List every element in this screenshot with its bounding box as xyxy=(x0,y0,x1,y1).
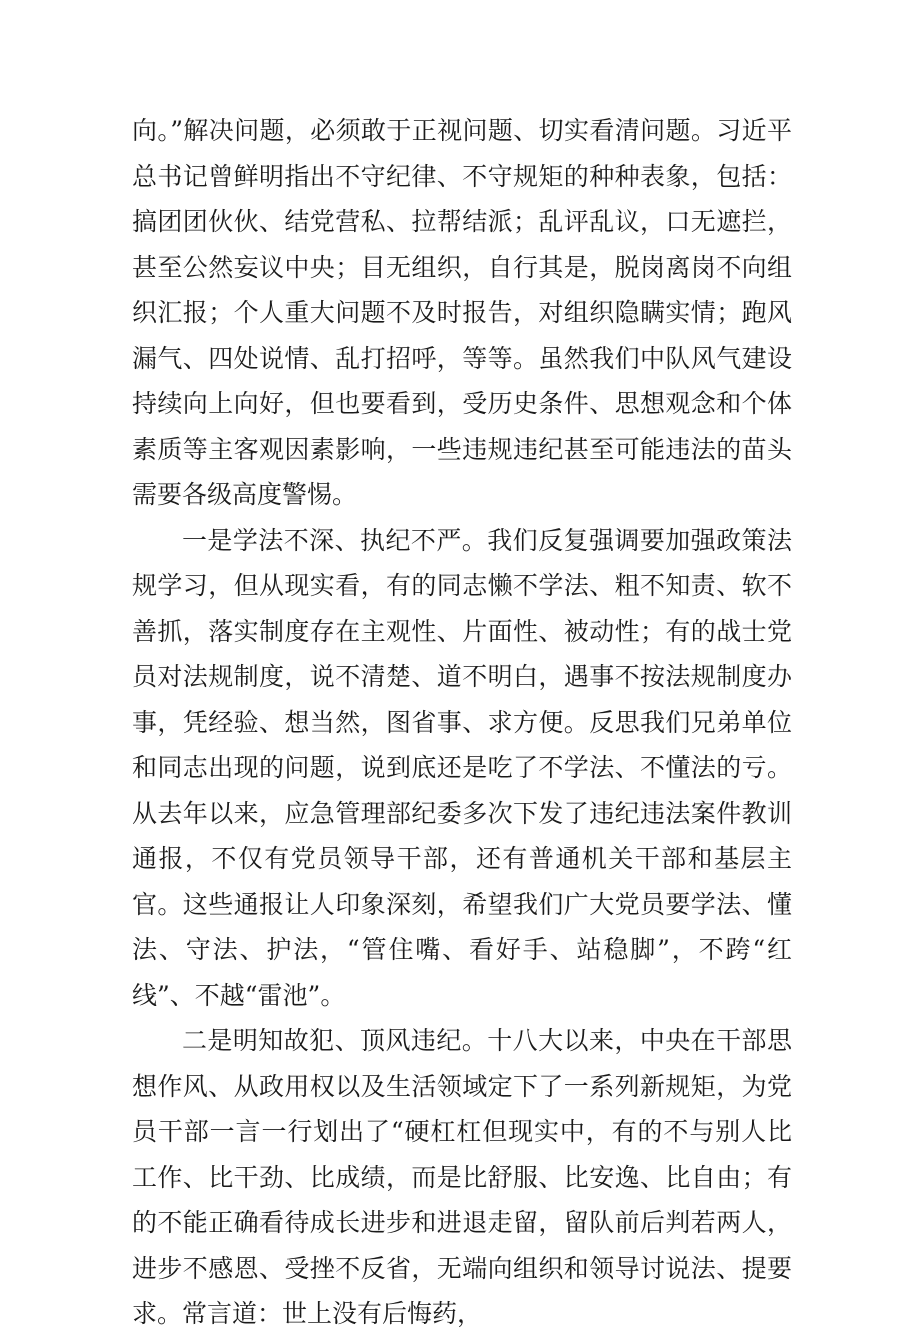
paragraph-intro: 向。”解决问题，必须敢于正视问题、切实看清问题。习近平总书记曾鲜明指出不守纪律、不守规矩的种种表象，包括：搞团团伙伙、结党营私、拉帮结派；乱评乱议，口无遮拦，甚至公然妄议中央；目无组织，自行其是，脱岗离岗不向组织汇报；个人重大问题不及时报告，对组织隐瞒实情；跑风漏气、四处说情、乱打招呼，等等。虽然我们中队风气建设持续向上向好，但也要看到，受历史条件、思想观念和个体素质等主客观因素影响，一些违规违纪甚至可能违法的苗头需要各级高度警惕。 xyxy=(132,116,792,509)
paragraph-point-two: 二是明知故犯、顶风违纪。十八大以来，中央在干部思想作风、从政用权以及生活领域定下了一系列新规矩，为党员干部一言一行划出了“硬杠杠但现实中，有的不与别人比工作、比干劲、比成绩，而是比舒服、比安逸、比自由；有的不能正确看待成长进步和进退走留，留队前后判若两人，进步不感恩、受挫不反省，无端向组织和领导讨说法、提要求。常言道：世上没有后悔药， xyxy=(132,1026,792,1328)
paragraph-point-one: 一是学法不深、执纪不严。我们反复强调要加强政策法规学习，但从现实看，有的同志懒不学法、粗不知责、软不善抓，落实制度存在主观性、片面性、被动性；有的战士党员对法规制度，说不清楚、道不明白，遇事不按法规制度办事，凭经验、想当然，图省事、求方便。反思我们兄弟单位和同志出现的问题，说到底还是吃了不学法、不懂法的亏。从去年以来，应急管理部纪委多次下发了违纪违法案件教训通报，不仅有党员领导干部，还有普通机关干部和基层主官。这些通报让人印象深刻，希望我们广大党员要学法、懂法、守法、护法，“管住嘴、看好手、站稳脚”，不跨“红线”、不越“雷池”。 xyxy=(132,525,792,1010)
document-body xyxy=(132,108,792,1337)
